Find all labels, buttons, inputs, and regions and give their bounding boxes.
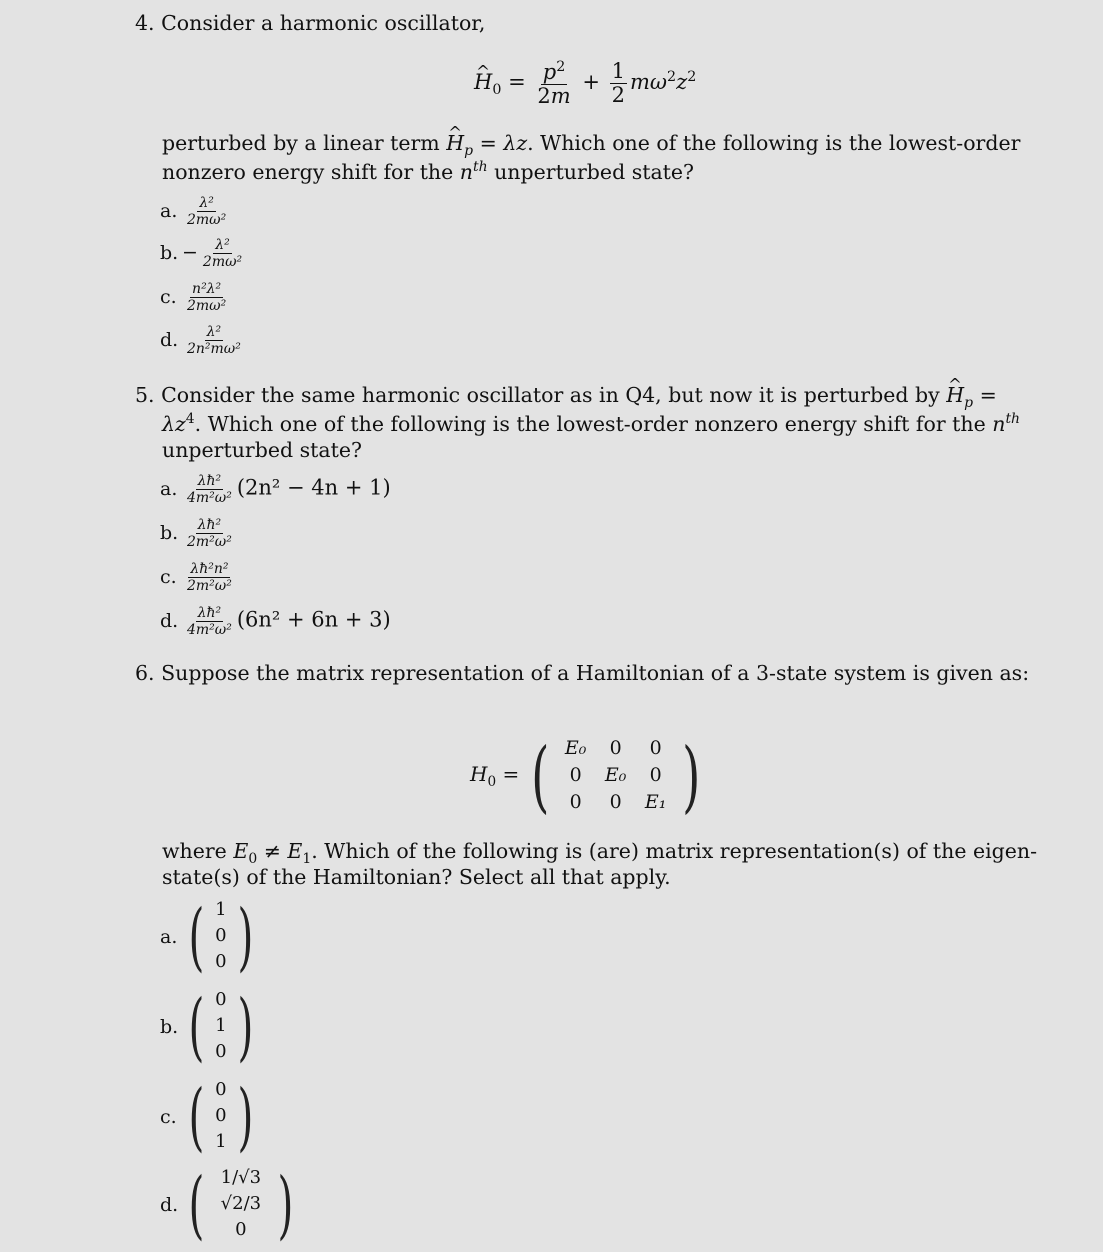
q5-option-b-den: 2m²ω²	[187, 534, 232, 550]
q6-intro-line	[135, 660, 1029, 687]
vector-cell: 1	[215, 1015, 227, 1036]
vector-cell: 1	[215, 1131, 227, 1152]
q5-option-d-den: 4m²ω²	[187, 622, 232, 638]
q5-option-d-num: λħ²	[197, 605, 222, 621]
q5-line1-text: Consider the same harmonic oscillator as in Q4, but now it is perturbed by	[161, 383, 940, 407]
q5-line3	[162, 437, 362, 464]
q4-option-b-label: b.	[160, 241, 179, 264]
q6-where-line2	[162, 864, 671, 891]
q6-option-a-label: a.	[160, 925, 178, 948]
q6-where-line1: where $E_0 \ne E_1$. Which of the following is (are) matrix representation(s) of the eigen-	[162, 839, 1038, 868]
q5-option-a-den: 4m²ω²	[187, 490, 232, 506]
q4-option-a[interactable]	[160, 196, 231, 227]
q6-option-b-label: b.	[160, 1015, 179, 1038]
q6-where-text-b: . Which of the following is (are) matrix representation(s) of the eigen-	[311, 839, 1038, 863]
q4-text2: . Which one of the following is the lowest-order	[527, 131, 1021, 155]
matrix-cell: 0	[569, 764, 582, 786]
matrix-cell: E₁	[644, 791, 667, 813]
vector-cell: 0	[215, 951, 227, 972]
matrix-cell: 0	[609, 791, 622, 813]
q4-option-d-num: λ²	[206, 324, 222, 340]
q6-hamiltonian-matrix: $H_0$ = ( E₀ 0 0 0 E₀ 0 0 0 E₁ )	[470, 731, 701, 822]
q4-option-b-den: 2mω²	[202, 254, 243, 270]
matrix-left-paren: (	[531, 731, 550, 822]
q6-where-text-2: state(s) of the Hamiltonian? Select all that apply.	[162, 865, 671, 889]
q6-option-b[interactable]: b. ( 0 1 0 )	[160, 984, 254, 1070]
q5-option-c-num: λħ²n²	[190, 561, 229, 577]
matrix-right-paren: )	[681, 731, 701, 822]
q4-intro: Consider a harmonic oscillator,	[161, 11, 486, 35]
q4-text3b: unperturbed state?	[494, 159, 695, 184]
q4-intro-line	[135, 10, 485, 37]
q4-text-line2: nonzero energy shift for the $n^{th}$ unperturbed state?	[162, 159, 695, 184]
q5-option-a-label: a.	[160, 477, 178, 500]
q5-option-b-label: b.	[160, 521, 179, 544]
q5-line3-text: unperturbed state?	[162, 438, 362, 462]
q4-option-b-num: λ²	[215, 237, 230, 253]
q5-option-a[interactable]	[160, 474, 391, 505]
matrix-cells	[556, 736, 676, 817]
q5-option-d-label: d.	[160, 609, 179, 632]
q6-where-text-a: where	[162, 839, 227, 863]
q4-text1: perturbed by a linear term	[162, 131, 440, 155]
matrix-cell: 0	[649, 764, 662, 786]
q4-option-d[interactable]	[160, 325, 246, 356]
q5-option-b-num: λħ²	[197, 517, 222, 533]
q4-option-c-num: n²λ²	[192, 281, 222, 297]
q5-option-d-tail: (6n² + 6n + 3)	[236, 607, 391, 632]
q6-intro: Suppose the matrix representation of a Hamiltonian of a 3-state system is given as:	[161, 661, 1030, 685]
vector-cell: 0	[215, 989, 227, 1010]
matrix-cell: E₀	[564, 737, 587, 759]
q5-option-c-label: c.	[160, 565, 177, 588]
q4-number: 4.	[135, 11, 155, 35]
q5-option-c-den: 2m²ω²	[187, 578, 232, 594]
q6-option-d-label: d.	[160, 1193, 179, 1216]
matrix-cell: 0	[609, 737, 622, 759]
q4-option-c-den: 2mω²	[187, 298, 227, 314]
q4-option-c-label: c.	[160, 285, 177, 308]
vector-cell: 1	[215, 899, 227, 920]
q4-option-a-label: a.	[160, 199, 178, 222]
q4-option-d-label: d.	[160, 328, 179, 351]
q5-option-d[interactable]	[160, 606, 391, 637]
q6-number: 6.	[135, 661, 155, 685]
q4-option-b-sign: −	[182, 241, 198, 264]
q5-option-c[interactable]	[160, 562, 237, 593]
matrix-cell: E₀	[604, 764, 627, 786]
q5-option-a-tail: (2n² − 4n + 1)	[236, 475, 391, 500]
q6-option-c[interactable]: c. ( 0 0 1 )	[160, 1074, 254, 1160]
matrix-cell: 0	[569, 791, 582, 813]
vector-cell: 0	[215, 1079, 227, 1100]
q4-option-a-num: λ²	[199, 195, 214, 211]
q4-option-c[interactable]	[160, 282, 231, 313]
q4-option-d-den: 2n²mω²	[187, 341, 241, 357]
q5-line2: $\lambda z^4$. Which one of the following is the lowest-order nonzero energy shift for the $n^{th}$	[162, 411, 1021, 436]
vector-cell: 0	[215, 925, 227, 946]
q5-option-a-num: λħ²	[197, 473, 222, 489]
q4-hamiltonian-equation: ^ $H_0$ = $\frac{p^2}{2m}$ + $\frac{1}{2}$ $m\omega^2z^2$	[474, 60, 696, 107]
q4-option-b[interactable]	[160, 238, 247, 269]
vector-cell: √2/3	[220, 1193, 262, 1214]
q5-option-b[interactable]	[160, 518, 237, 549]
q6-option-c-label: c.	[160, 1105, 177, 1128]
q5-line1: 5. Consider the same harmonic oscillator as in Q4, but now it is perturbed by ^ $H_p$ =	[135, 382, 997, 412]
q5-number: 5.	[135, 383, 155, 407]
vector-cell: 0	[215, 1041, 227, 1062]
q4-text3a: nonzero energy shift for the	[162, 159, 454, 184]
q6-option-d[interactable]: d. ( 1/√3 √2/3 0 )	[160, 1162, 294, 1248]
matrix-cell: 0	[649, 737, 662, 759]
vector-cell: 1/√3	[220, 1167, 262, 1188]
q5-line2-text: . Which one of the following is the lowest-order nonzero energy shift for the	[194, 411, 986, 436]
q4-option-a-den: 2mω²	[187, 212, 227, 228]
vector-cell: 0	[215, 1105, 227, 1126]
vector-cell: 0	[235, 1219, 247, 1240]
q4-text-line1: perturbed by a linear term ^ $H_p = \lambda z$. Which one of the following is the lowest-order	[162, 130, 1020, 160]
q6-option-a[interactable]: a. ( 1 0 0 )	[160, 894, 254, 980]
